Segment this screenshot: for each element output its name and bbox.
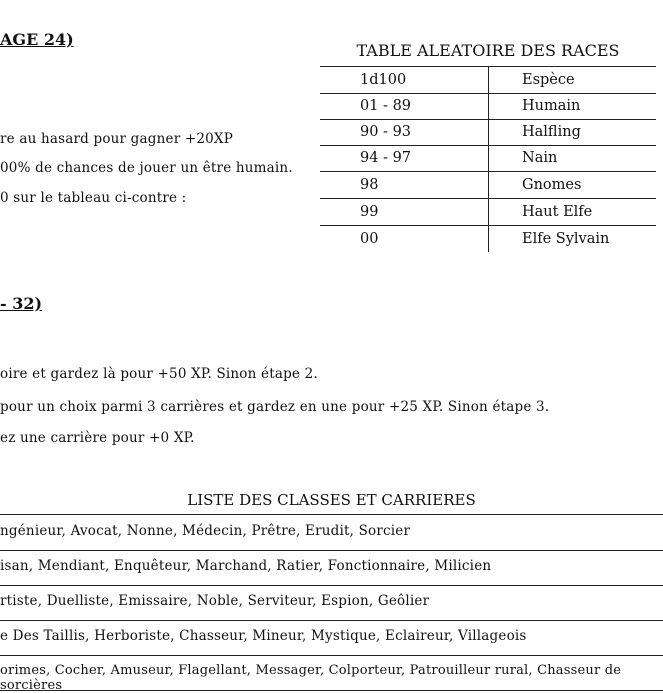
classes-row-text: rtiste, Duelliste, Emissaire, Noble, Serviteur, Espion, Geôlier <box>0 593 430 609</box>
race-table-title: TABLE ALEATOIRE DES RACES <box>356 41 620 60</box>
race-table-row <box>320 199 656 226</box>
section-heading-careers: - 32) <box>0 294 43 313</box>
classes-row-text: e Des Taillis, Herboriste, Chasseur, Mineur, Mystique, Eclaireur, Villageois <box>0 628 527 644</box>
race-col-roll-header: 1d100 <box>360 72 407 88</box>
race-roll: 90 - 93 <box>360 124 412 140</box>
instruction-line: ez une carrière pour +0 XP. <box>0 430 195 446</box>
classes-row-text: isan, Mendiant, Enquêteur, Marchand, Ratier, Fonctionnaire, Milicien <box>0 558 492 574</box>
race-roll: 01 - 89 <box>360 98 412 114</box>
section-heading-races: AGE 24) <box>0 30 74 49</box>
race-table-row <box>320 93 656 120</box>
race-name: Halfling <box>522 124 581 140</box>
classes-row-text: ngénieur, Avocat, Nonne, Médecin, Prêtre, Erudit, Sorcier <box>0 523 411 539</box>
race-table-row <box>320 145 656 172</box>
race-name: Haut Elfe <box>522 204 593 220</box>
race-table-row <box>320 172 656 199</box>
race-name: Humain <box>522 98 581 114</box>
instruction-line: oire et gardez là pour +50 XP. Sinon étape 2. <box>0 366 318 382</box>
instruction-line: 0 sur le tableau ci-contre : <box>0 190 187 206</box>
classes-table-row <box>0 515 663 551</box>
instruction-line: pour un choix parmi 3 carrières et gardez en une pour +25 XP. Sinon étape 3. <box>0 399 550 415</box>
classes-table-title: LISTE DES CLASSES ET CARRIERES <box>187 491 476 509</box>
race-roll: 94 - 97 <box>360 150 412 166</box>
instruction-line: 00% de chances de jouer un être humain. <box>0 160 293 176</box>
race-name: Gnomes <box>522 177 582 193</box>
classes-row-text: orimes, Cocher, Amuseur, Flagellant, Messager, Colporteur, Patrouilleur rural, Chasseur de sorcières <box>0 663 622 693</box>
instruction-line: re au hasard pour gagner +20XP <box>0 131 234 147</box>
race-roll: 98 <box>360 177 379 193</box>
race-name: Elfe Sylvain <box>522 231 610 247</box>
classes-table-row <box>0 550 663 586</box>
classes-table-row <box>0 655 663 691</box>
race-roll: 00 <box>360 231 379 247</box>
classes-table-row <box>0 585 663 621</box>
race-roll: 99 <box>360 204 379 220</box>
race-table-header-row <box>320 67 656 94</box>
race-col-species-header: Espèce <box>522 72 575 88</box>
race-table-row <box>320 226 656 252</box>
race-table-row <box>320 119 656 146</box>
race-name: Nain <box>522 150 558 166</box>
classes-table-row <box>0 620 663 656</box>
